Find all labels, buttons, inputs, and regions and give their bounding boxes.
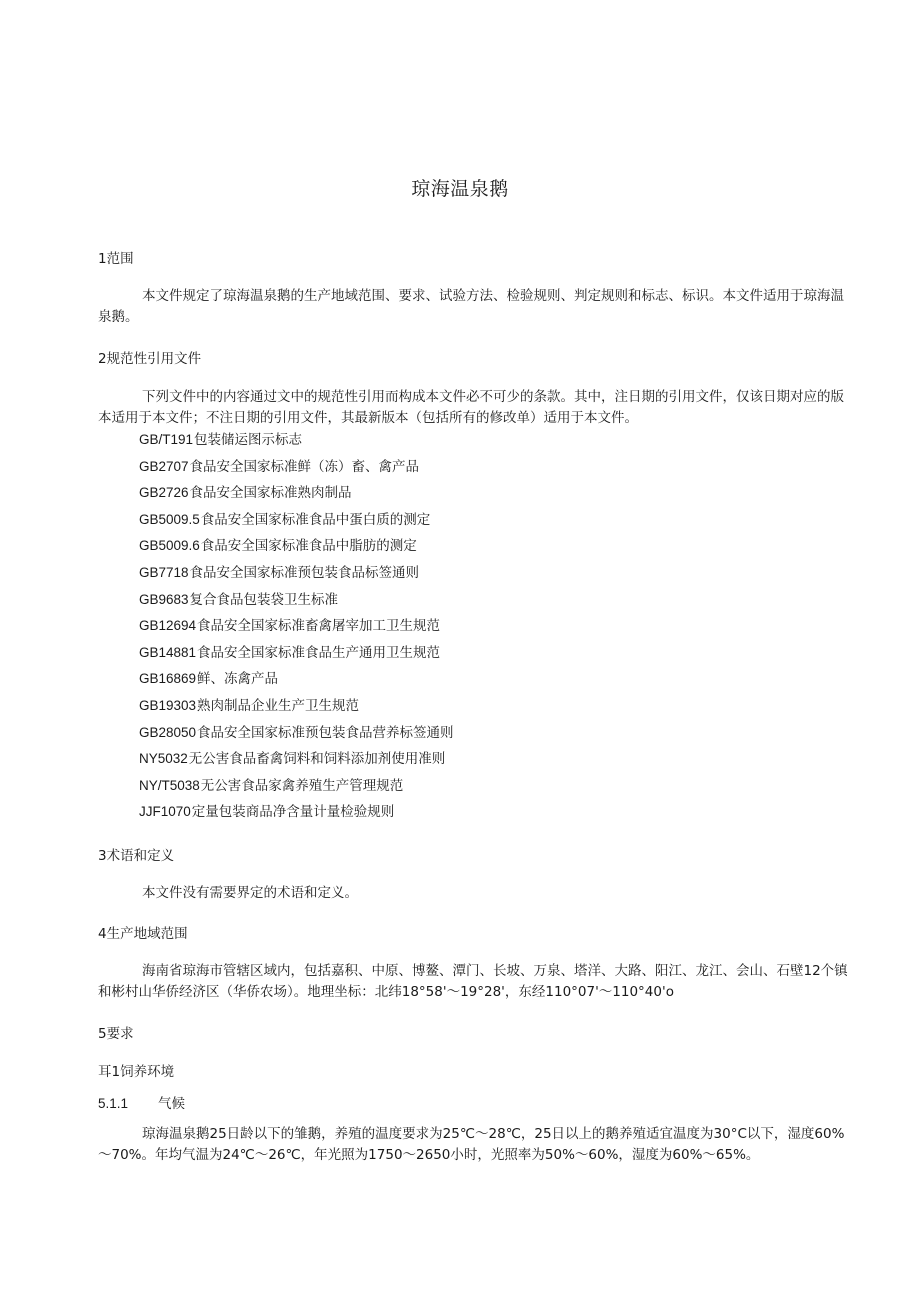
reference-name: 食品安全国家标准食品中蛋白质的测定 — [200, 511, 431, 528]
reference-item — [139, 429, 454, 456]
reference-name: 包装储运图示标志 — [194, 432, 303, 448]
reference-code: GB2707 — [139, 458, 189, 474]
reference-item — [139, 668, 454, 695]
reference-name: 食品安全国家标准鲜（冻）畜、禽产品 — [189, 458, 420, 475]
reference-code: GB12694 — [139, 618, 197, 634]
reference-item — [139, 801, 454, 828]
reference-item — [139, 775, 454, 802]
subsection-heading-environment: 耳1饲养环境 — [98, 1064, 175, 1080]
reference-item — [139, 748, 454, 775]
section-heading-terms: 3术语和定义 — [98, 848, 175, 864]
reference-name: 食品安全国家标准预包装食品营养标签通则 — [197, 724, 454, 741]
paragraph-references-intro: 下列文件中的内容通过文中的规范性引用而构成本文件必不可少的条款。其中，注日期的引用文件，仅该日期对应的版本适用于本文件；不注日期的引用文件，其最新版本（包括所有的修改单）适用于本文件。 — [98, 389, 844, 426]
reference-name: 无公害食品家禽养殖生产管理规范 — [200, 777, 404, 794]
subsection-heading-climate — [98, 1092, 185, 1112]
reference-name: 熟肉制品企业生产卫生规范 — [197, 697, 360, 714]
reference-item — [139, 722, 454, 749]
reference-item — [139, 642, 454, 669]
document-title: 琼海温泉鹅 — [411, 178, 509, 200]
reference-item — [139, 562, 454, 589]
reference-code: NY5032 — [139, 751, 188, 767]
reference-name: 定量包装商品净含量计量检验规则 — [191, 804, 395, 821]
reference-name: 鲜、冻禽产品 — [197, 671, 279, 688]
reference-code: GB19303 — [139, 697, 197, 713]
reference-code: GB7718 — [139, 564, 189, 580]
reference-name: 食品安全国家标准食品中脂肪的测定 — [200, 538, 417, 555]
reference-code: NY/T5038 — [139, 777, 200, 793]
section-heading-references: 2规范性引用文件 — [98, 351, 202, 367]
reference-code: GB5009.6 — [139, 538, 200, 554]
reference-name: 食品安全国家标准熟肉制品 — [189, 485, 352, 502]
reference-code: GB28050 — [139, 724, 197, 740]
reference-item — [139, 509, 454, 536]
reference-code: GB5009.5 — [139, 511, 200, 527]
reference-list — [139, 429, 454, 828]
reference-item — [139, 482, 454, 509]
paragraph-scope: 本文件规定了琼海温泉鹅的生产地域范围、要求、试验方法、检验规则、判定规则和标志、标识。本文件适用于琼海温泉鹅。 — [98, 288, 844, 325]
section-heading-scope: 1范围 — [98, 251, 134, 267]
reference-name: 食品安全国家标准畜禽屠宰加工卫生规范 — [197, 618, 441, 635]
reference-item — [139, 456, 454, 483]
section-heading-requirements: 5要求 — [98, 1026, 134, 1042]
reference-code: JJF1070 — [139, 804, 191, 820]
reference-name: 食品安全国家标准食品生产通用卫生规范 — [197, 644, 441, 661]
reference-code: GB/T191 — [139, 432, 194, 447]
reference-item — [139, 695, 454, 722]
reference-item — [139, 615, 454, 642]
paragraph-region: 海南省琼海市管辖区域内，包括嘉积、中原、博鳌、潭门、长坡、万泉、塔洋、大路、阳江、龙江、会山、石壁12个镇和彬村山华侨经济区（华侨农场）。地理坐标：北纬18°58'～19°28'，东经110°07'～110°40'o — [98, 963, 848, 1000]
reference-code: GB2726 — [139, 485, 189, 501]
paragraph-climate: 琼海温泉鹅25日龄以下的雏鹅，养殖的温度要求为25℃～28℃，25日以上的鹅养殖适宜温度为30°C以下，湿度60%～70%。年均气温为24℃～26℃，年光照为1750～2650小时，光照率为50%～60%，湿度为60%～65%。 — [98, 1126, 845, 1163]
paragraph-terms: 本文件没有需要界定的术语和定义。 — [142, 885, 358, 901]
subsection-title: 气候 — [158, 1096, 185, 1112]
reference-code: GB14881 — [139, 644, 197, 660]
reference-name: 食品安全国家标准预包装食品标签通则 — [189, 564, 420, 581]
subsection-number: 5.1.1 — [98, 1096, 129, 1111]
reference-item — [139, 589, 454, 616]
reference-code: GB9683 — [139, 591, 189, 607]
reference-code: GB16869 — [139, 671, 197, 687]
section-heading-region: 4生产地域范围 — [98, 926, 188, 942]
reference-name: 无公害食品畜禽饲料和饲料添加剂使用准则 — [188, 751, 446, 768]
reference-item — [139, 535, 454, 562]
reference-name: 复合食品包装袋卫生标准 — [189, 591, 339, 608]
